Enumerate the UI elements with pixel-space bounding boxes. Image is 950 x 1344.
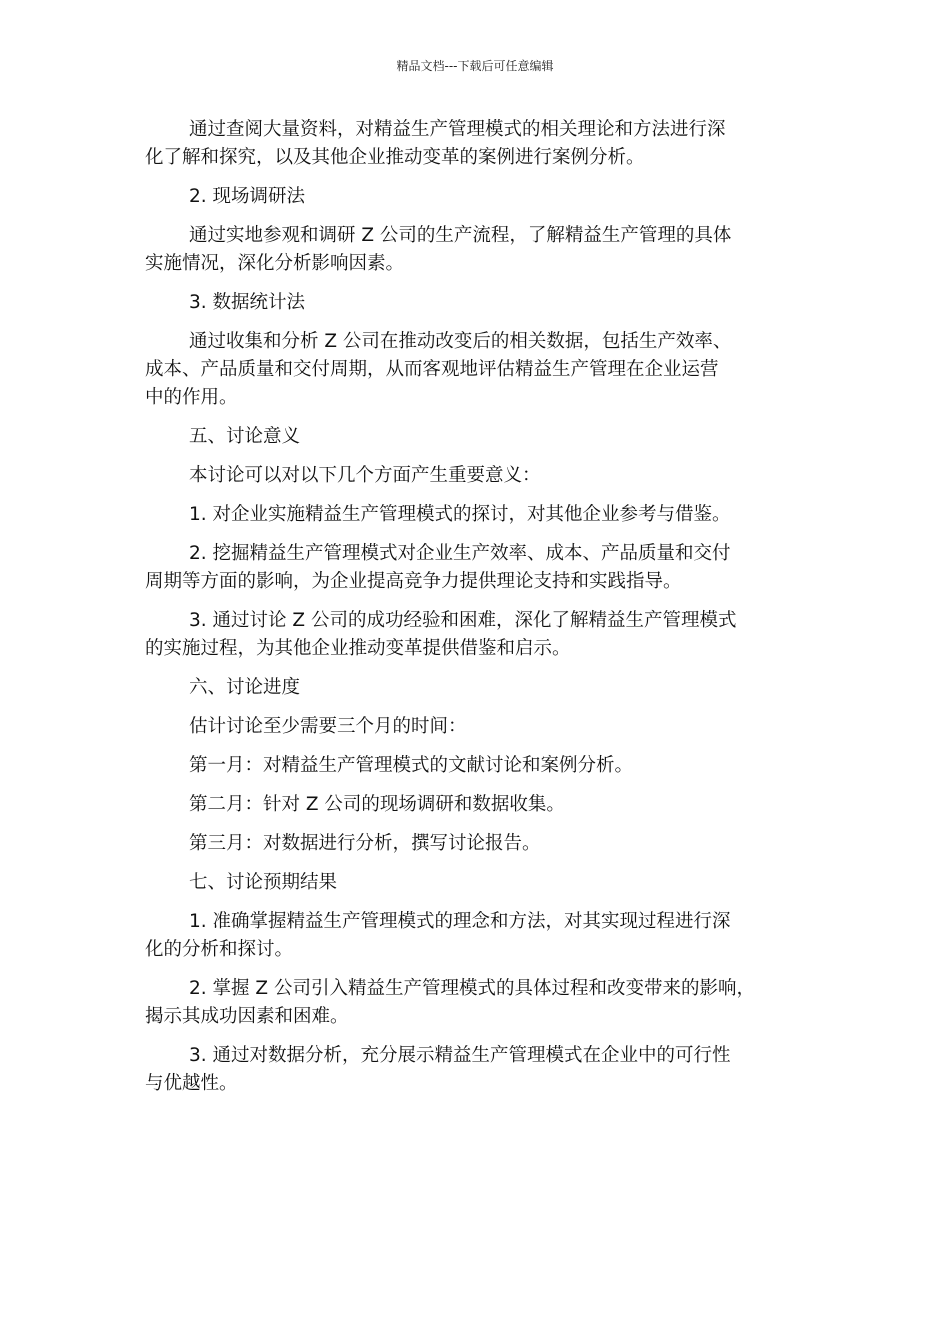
- paragraph: 通过实地参观和调研 Z 公司的生产流程，了解精益生产管理的具体 实施情况，深化分析影响因素。: [145, 225, 732, 274]
- section-heading: 3. 数据统计法: [189, 292, 306, 313]
- paragraph: 通过查阅大量资料，对精益生产管理模式的相关理论和方法进行深 化了解和探究，以及其他企业推动变革的案例进行案例分析。: [145, 119, 726, 168]
- paragraph: 估计讨论至少需要三个月的时间：: [189, 716, 467, 737]
- list-item: 2. 挖掘精益生产管理模式对企业生产效率、成本、产品质量和交付 周期等方面的影响，为企业提高竞争力提供理论支持和实践指导。: [145, 543, 731, 592]
- schedule-item: 第二月：针对 Z 公司的现场调研和数据收集。: [189, 794, 565, 815]
- list-item: 3. 通过讨论 Z 公司的成功经验和困难，深化了解精益生产管理模式 的实施过程，为其他企业推动变革提供借鉴和启示。: [145, 610, 737, 659]
- document-body: [145, 116, 810, 1109]
- paragraph: 本讨论可以对以下几个方面产生重要意义：: [189, 465, 541, 486]
- section-heading: 六、讨论进度: [189, 677, 301, 698]
- list-item: 2. 掌握 Z 公司引入精益生产管理模式的具体过程和改变带来的影响， 揭示其成功因素和困难。: [145, 978, 755, 1027]
- page-header: 精品文档---下载后可任意编辑: [396, 59, 554, 73]
- schedule-item: 第一月：对精益生产管理模式的文献讨论和案例分析。: [189, 755, 634, 776]
- schedule-item: 第三月：对数据进行分析，撰写讨论报告。: [189, 833, 541, 854]
- list-item: 3. 通过对数据分析，充分展示精益生产管理模式在企业中的可行性 与优越性。: [145, 1045, 731, 1094]
- list-item: 1. 准确掌握精益生产管理模式的理念和方法，对其实现过程进行深 化的分析和探讨。: [145, 911, 731, 960]
- paragraph: 通过收集和分析 Z 公司在推动改变后的相关数据，包括生产效率、 成本、产品质量和交付周期，从而客观地评估精益生产管理在企业运营 中的作用。: [145, 331, 732, 408]
- section-heading: 五、讨论意义: [189, 426, 301, 447]
- section-heading: 2. 现场调研法: [189, 186, 306, 207]
- list-item: 1. 对企业实施精益生产管理模式的探讨，对其他企业参考与借鉴。: [189, 504, 731, 525]
- section-heading: 七、讨论预期结果: [189, 872, 338, 893]
